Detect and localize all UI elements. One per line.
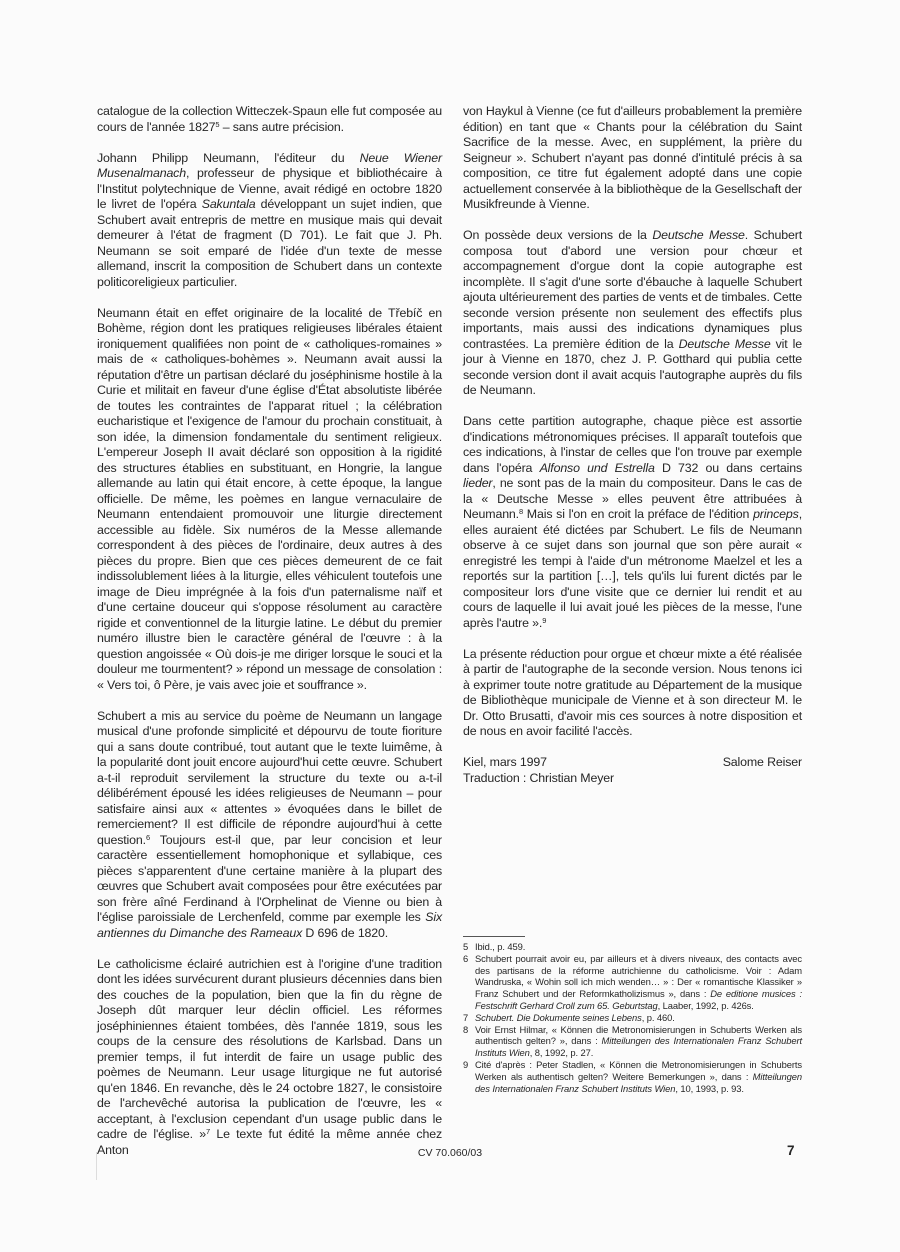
paragraph: [463, 414, 802, 631]
signature-line: [463, 755, 802, 771]
italic-title: lieder: [463, 476, 493, 490]
text: , professeur de physique et bibliothécaire à l'Institut polytechnique de Vienne, avait rédigé en octobre 1820 le livret de l'opéra: [97, 166, 442, 211]
footnote-text: [475, 1059, 802, 1094]
footnote-number: 9: [463, 1058, 469, 1070]
paragraph: [97, 957, 442, 1159]
footnote-ref[interactable]: 7: [206, 1127, 211, 1136]
text: , Laaber, 1992, p. 426s.: [657, 999, 754, 1011]
text: D 732 ou dans certains: [654, 460, 803, 475]
text: Schubert a mis au service du poème de Neumann un langage musical d'une profonde simplicité et dépourvu de toute fioriture qui a sans doute contribué, tout autant que le texte luimême, à la popularité dont jouit encore aujourd'hui cette œuvre. Schubert a-t-il reproduit servilement la structure du texte ou a-t-il délibérément épousé les idées religieuses de Neumann – pour satisfaire ainsi aux « attentes » évoquées dans le billet de remerciement? Il est difficile de répondre aujourd'hui à cette question.: [97, 708, 442, 847]
footnote-8: [463, 1024, 802, 1059]
italic-title: De editione musices : Festschrift Gerhard Croll zum 65. Geburtstag: [475, 988, 802, 1011]
footnote-9: [463, 1059, 802, 1094]
page-number: 7: [787, 1143, 795, 1158]
text: , ne sont pas de la main du compositeur. Dans le cas de la « Deutsche Messe » elles peuvent être attribuées à Neumann.: [463, 476, 802, 521]
footnote-ref[interactable]: 6: [145, 832, 150, 842]
text: Dans cette partition autographe, chaque pièce est assortie d'indications métronomiques précises. Il apparaît toutefois que ces indications, à l'instar de celles que l'on trouve par exemple dans l'opéra: [463, 414, 802, 475]
footnote-ref[interactable]: 9: [542, 615, 547, 625]
italic-title: princeps: [753, 507, 799, 521]
paragraph: von Haykul à Vienne (ce fut d'ailleurs probablement la première édition) en tant que « Chants pour la célébration du Saint Sacrifice de la messe. Avec, en supplément, la prière du Seigneur ». Schubert n'ayant pas donné d'intitulé précis à sa composition, ce titre fut également adopté dans une copie actuellement conservée à la bibliothèque de la Gesellschaft der Musikfreunde à Vienne.: [463, 104, 802, 211]
text: Toujours est-il que, par leur concision et leur caractère essentiellement homophonique et syllabique, ces pièces s'apparentent d'une certaine manière à la plupart des œuvres que Schubert avait composées pour être exécutées par son frère aîné Ferdinand à l'Orphelinat de Vienne ou bien à l'église paroissiale de Lerchenfeld, comme par exemple les: [97, 832, 442, 924]
paragraph: La présente réduction pour orgue et chœur mixte a été réalisée à partir de l'autographe de la seconde version. Nous tenons ici à exprimer toute notre gratitude au Département de la musique de Bibliothèque municipale de Vienne et à son directeur M. le Dr. Otto Brusatti, d'avoir mis ces sources à notre disposition et de nous en avoir facilité l'accès.: [463, 646, 802, 738]
italic-title: Deutsche Messe: [678, 336, 771, 351]
footnotes: [463, 941, 802, 1094]
text: . Schubert composa tout d'abord une version pour chœur et accompagnement d'orgue dont la copie autographe est incomplète. Il s'agit d'une sorte d'ébauche à laquelle Schubert ajouta ultérieurement des parties de vents et de timbales. Cette seconde version présente non seulement des effectifs plus importants, mais aussi des indications dynamiques plus contrastées. La première édition de la: [463, 228, 802, 351]
text: , p. 460.: [641, 1011, 675, 1023]
text: catalogue de la collection Witteczek-Spaun elle fut composée au cours de l'année 1827: [97, 104, 442, 134]
footnote-ref[interactable]: 5: [215, 119, 220, 129]
footnote-number: 8: [463, 1023, 469, 1035]
text: – sans autre précision.: [219, 119, 344, 134]
footnote-text: [475, 1012, 802, 1024]
text: , elles auraient été dictées par Schubert. Le fils de Neumann observe à ce sujet dans son journal que son père aurait « enregistré les tempi à l'aide d'un métronome Maelzel et les a reportés sur la partition […], tels qu'ils lui furent dictés par le compositeur lors d'une visite que ce dernier lui rendit et au cours de laquelle il lui avait joué les pièces de la messe, l'une après l'autre ».: [463, 507, 802, 630]
paragraph: [97, 151, 442, 291]
italic-title: Six antiennes du Dimanche des Rameaux: [97, 910, 442, 940]
paragraph: [97, 709, 442, 942]
italic-title: Neue Wiener Musenalmanach: [97, 150, 442, 180]
text: , 8, 1992, p. 27.: [529, 1047, 594, 1059]
footnote-number: 6: [463, 952, 469, 964]
footnote-7: [463, 1012, 802, 1024]
italic-title: Deutsche Messe: [652, 228, 745, 242]
footnote-divider: [463, 936, 525, 937]
footnote-text: Ibid., p. 459.: [475, 941, 526, 952]
footnote-number: 5: [463, 941, 469, 952]
italic-title: Mitteilungen des Internationalen Franz Schubert Instituts Wien: [475, 1035, 803, 1059]
text: Mais si l'on en croit la préface de l'édition: [523, 507, 754, 521]
catalog-code: CV 70.060/03: [417, 1147, 483, 1159]
translator-credit: Traduction : Christian Meyer: [463, 770, 614, 785]
text: On possède deux versions de la: [463, 228, 653, 242]
footnote-text: [475, 1024, 802, 1059]
italic-title: Mitteilungen des Internationalen Franz Schubert Instituts Wien: [475, 1070, 802, 1094]
left-column: [97, 104, 442, 1174]
paragraph: Neumann était en effet originaire de la localité de Třebíč en Bohème, région dont les pratiques religieuses libérales étaient ironiquement qualifiées non point de « catholiques-romaines » mais de « catholiques-bohèmes ». Neumann avait aussi la réputation d'être un partisan déclaré du joséphinisme hostile à la Curie et militait en faveur d'une église d'État absolutiste libérée de toutes les contraintes de l'apparat rituel ; la célébration eucharistique et l'exigence de l'amour du prochain constituait, à son idée, la dimension fondamentale du sentiment religieux. L'empereur Joseph II avait déclaré son opposition à la rigidité des structures établies en substituant, en Hongrie, la langue allemande au latin qui était encore, à cette époque, la langue officielle. De même, les poèmes en langue vernaculaire de Neumann entendaient promouvoir une liturgie directement accessible au fidèle. Six numéros de la Messe allemande correspondent à des pièces de l'ordinaire, deux autres à des pièces du propre. Bien que ces pièces demeurent de ce fait indissolublement liées à la liturgie, elles véhiculent toutefois une image de Dieu imprégnée à la fois d'un paternalisme naïf et d'une certaine douceur qui s'oppose résolument au caractère rigide et conventionnel de la liturgie latine. Le début du premier numéro illustre bien le caractère général de l'œuvre : à la question angoissée « Où dois-je me diriger lorsque le souci et la douleur me tourmentent? » répond un message de consolation : « Vers toi, ô Père, je vais avec joie et souffrance ».: [97, 305, 442, 692]
text: Voir Ernst Hilmar, « Können die Metronomisierungen in Schuberts Werken als authentisch gelten? », dans :: [475, 1023, 802, 1047]
footnote-text: [475, 953, 802, 1012]
text: , 10, 1993, p. 93.: [675, 1082, 744, 1094]
footnote-ref[interactable]: 8: [518, 507, 523, 516]
footnote-5: [463, 941, 802, 953]
text: Le texte fut édité la même année chez Anton: [97, 1127, 443, 1157]
text: D 696 de 1820.: [302, 925, 389, 940]
right-column: [463, 104, 802, 786]
text: Schubert pourrait avoir eu, par ailleurs et à divers niveaux, des contacts avec des partisans de la réforme autrichienne du catholicisme. Voir : Adam Wandruska, « Wohin soll ich mich wenden… » : Der « romantische Klassiker » Franz Schubert und der Reformkatholizismus », dans :: [475, 952, 802, 1000]
text: Cité d'après : Peter Stadlen, « Können die Metronomisierungen in Schuberts Werken als authentisch gelten? Weitere Bemerkungen », dans :: [475, 1058, 802, 1082]
text: développant un sujet indien, que Schubert avait entrepris de mettre en musique mais qui devait demeurer à l'état de fragment (D 701). Le fait que J. Ph. Neumann se soit emparé de l'idée d'un texte de messe allemand, inscrit la composition de Schubert dans un contexte politicoreligieux particulier.: [97, 197, 442, 289]
text: vit le jour à Vienne en 1870, chez J. P. Gotthard qui publia cette seconde version dont il avait acquis l'autographe auprès du fils de Neumann.: [463, 336, 802, 397]
footnote-number: 7: [463, 1011, 469, 1023]
paragraph: [97, 104, 442, 135]
paragraph: [463, 228, 802, 399]
italic-title: Sakuntala: [201, 197, 256, 211]
footnote-6: [463, 953, 802, 1012]
italic-title: Schubert. Die Dokumente seines Lebens: [475, 1011, 642, 1023]
author-name: Salome Reiser: [722, 755, 802, 769]
italic-title: Alfonso und Estrella: [539, 460, 655, 475]
text: Le catholicisme éclairé autrichien est à l'origine d'une tradition dont les idées survécurent durant plusieurs décennies dans bien des couches de la population, bien que la fin du règne de Joseph dût marquer leur déclin officiel. Les réformes joséphiniennes étaient tombées, dès l'année 1819, sous les coups de la censure des résolutions de Karlsbad. Dans un premier temps, il fut interdit de faire un usage public des poèmes de Neumann. Leur usage liturgique ne fut autorisé qu'en 1846. En revanche, dès le 24 octobre 1827, le consistoire de l'archevêché autorisa la publication de l'œuvre, les « acceptant, à l'exclusion cependant d'un usage public dans le cadre de l'église. »: [97, 956, 442, 1141]
place-date: Kiel, mars 1997: [463, 755, 547, 769]
text: Johann Philipp Neumann, l'éditeur du: [97, 150, 360, 165]
